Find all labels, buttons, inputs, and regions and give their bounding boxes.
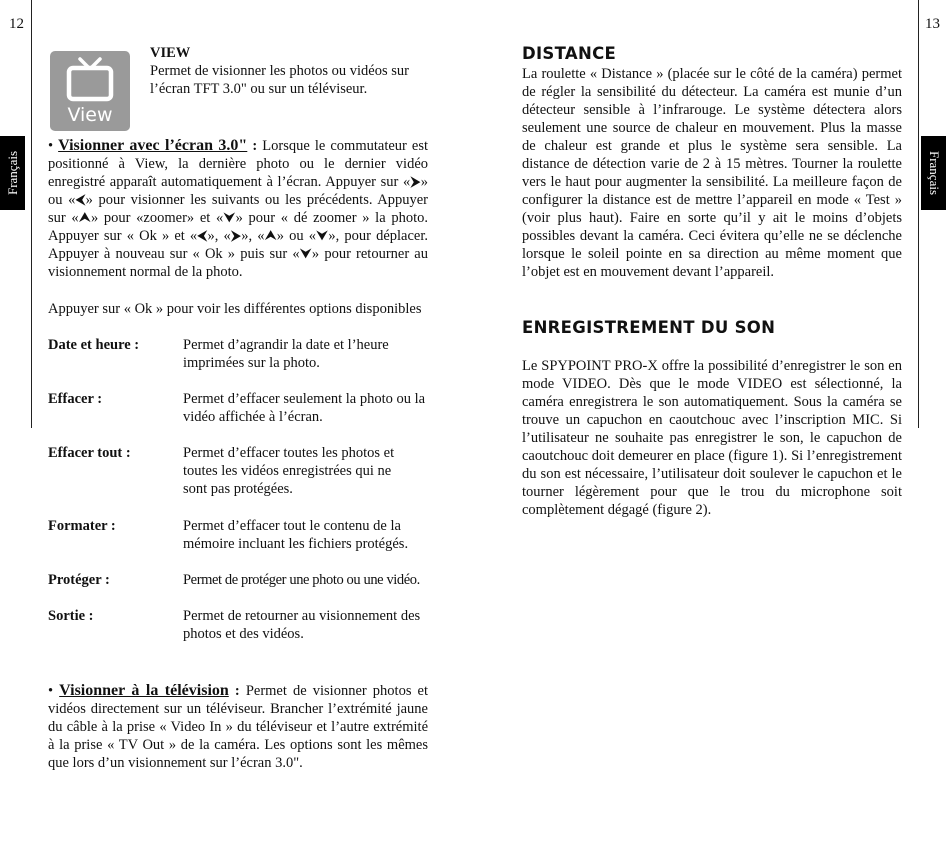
option-label: Date et heure : — [48, 337, 140, 353]
distance-heading: DISTANCE — [522, 44, 617, 63]
bullet: • — [48, 138, 54, 154]
option-description: Permet d’effacer toutes les photos et toutes les vidéos enregistrées qui ne sont pas protégées. — [183, 445, 395, 497]
screen-viewing-text: Lorsque le commutateur est positionné à View, la dernière photo ou le dernier vidéo enregistré apparaît automatiquement à l’écran. Appuyer sur «⮞» ou «⮜» pour visionner les suivants ou les précédents. Appuyer sur «⮝» pour «zoomer» et «⮟» pour « dé zoomer » la photo. Appuyer sur « Ok » et «⮜», «⮞», «⮝» ou «⮟», pour déplacer. Appuyer à nouveau sur « Ok » puis sur «⮟» pour retourner au visionnement normal de la photo. — [48, 138, 429, 280]
option-label: Sortie : — [48, 608, 94, 624]
option-label: Effacer : — [48, 391, 103, 407]
bullet: • — [48, 683, 54, 699]
distance-paragraph: La roulette « Distance » (placée sur le côté de la caméra) permet de régler la sensibilité du détecteur. La caméra est munie d’un détecteur sensible à l’infrarouge. Le système détectera alors seulement une source de chaleur en mouvement. Plus la masse de chaleur est grande et plus le système sera sensible. La distance de détection varie de 2 à 15 mètres. Tourner la roulette vers le haut pour augmenter la sensibilité. La meilleure façon de configurer la distance est de mettre l’appareil en mode « Test » (voir plus haut). Faire en sorte qu’il y ait le moins d’objets possibles devant la caméra. Ceci évitera qu’elle ne se déclenche lorsque le soleil pointe en sa direction au même moment que l’objet est en mouvement devant l’appareil. — [522, 66, 902, 280]
view-title: VIEW — [150, 45, 191, 61]
heading-colon: : — [234, 683, 240, 699]
option-label: Formater : — [48, 518, 116, 534]
view-mode-icon — [50, 51, 130, 131]
page-number-left: 12 — [9, 16, 24, 32]
view-icon-label: View — [67, 104, 113, 126]
page-number-right: 13 — [925, 16, 940, 32]
language-tab-right — [921, 136, 946, 210]
option-description: Permet d’agrandir la date et l’heure imprimées sur la photo. — [183, 337, 389, 371]
tv-viewing-paragraph — [48, 682, 428, 772]
option-description: Permet de protéger une photo ou une vidéo. — [183, 572, 420, 588]
left-margin-line — [31, 0, 32, 428]
option-label: Protéger : — [48, 572, 110, 588]
right-margin-line — [918, 0, 919, 428]
option-description: Permet de retourner au visionnement des photos et des vidéos. — [183, 608, 421, 642]
tv-viewing-text: Permet de visionner photos et vidéos directement sur un téléviseur. Brancher l’extrémité jaune du câble à la prise « Video In » du téléviseur et l’autre extrémité à la prise « TV Out » de la caméra. Les options sont les mêmes que lors d’un visionnement sur l’écran 3.0". — [48, 683, 429, 771]
option-description: Permet d’effacer seulement la photo ou la vidéo affichée à l’écran. — [183, 391, 426, 425]
screen-viewing-heading: Visionner avec l’écran 3.0" — [58, 137, 248, 154]
sound-recording-paragraph: Le SPYPOINT PRO-X offre la possibilité d’enregistrer le son en mode VIDEO. Dès que le mode VIDEO est sélectionné, la caméra enregistrera le son automatiquement. Sous la caméra se trouve un capuchon en caoutchouc avec l’inscription MIC. Si l’utilisateur ne souhaite pas enregistrer le son, le capuchon de caoutchouc doit demeurer en place (figure 1). Si l’enregistrement du son est nécessaire, l’utilisateur doit soulever le capuchon et le tourner légèrement pour que le trou du microphone soit complètement dégagé (figure 2). — [522, 358, 902, 518]
option-label: Effacer tout : — [48, 445, 131, 461]
option-description: Permet d’effacer tout le contenu de la mémoire incluant les fichiers protégés. — [183, 518, 409, 552]
sound-recording-heading: ENREGISTREMENT DU SON — [522, 318, 776, 337]
ok-options-text: Appuyer sur « Ok » pour voir les différentes options disponibles — [48, 301, 422, 317]
language-tab-left-label: Français — [4, 150, 20, 196]
heading-colon: : — [252, 138, 258, 154]
language-tab-right-label: Français — [926, 150, 942, 196]
screen-viewing-paragraph — [48, 137, 428, 281]
view-description: Permet de visionner les photos ou vidéos sur l’écran TFT 3.0" ou sur un téléviseur. — [150, 63, 409, 97]
tv-viewing-heading: Visionner à la télévision — [59, 682, 229, 699]
language-tab-left — [0, 136, 25, 210]
